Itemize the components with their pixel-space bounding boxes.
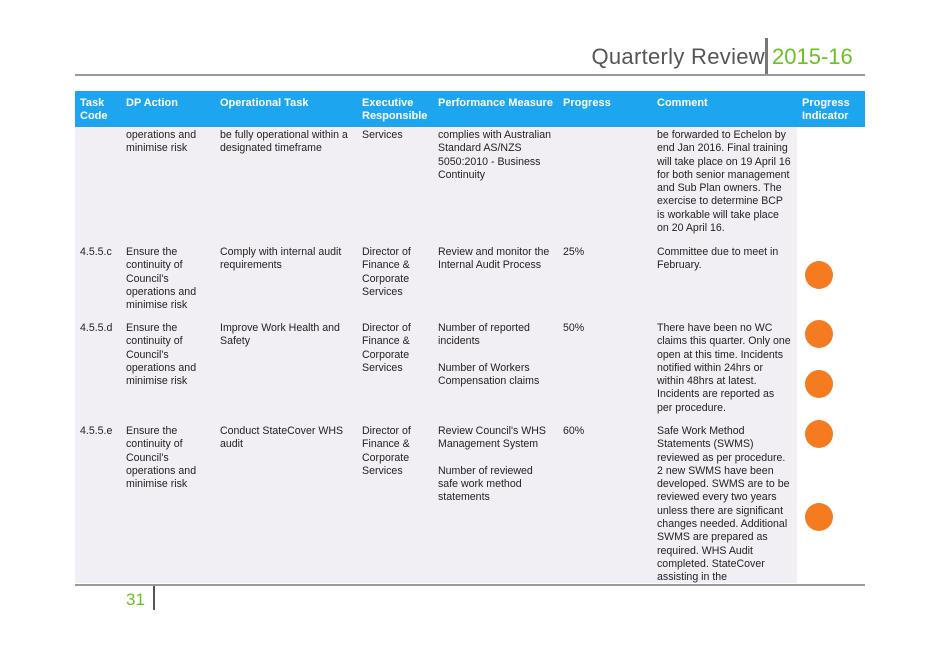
cell-progress: 60% — [558, 423, 652, 583]
table-row — [75, 127, 865, 244]
performance-measure-text: complies with Australian Standard AS/NZS 5050:2010 - Business Continuity — [438, 129, 552, 181]
cell-dp-action: Ensure the continuity of Council's operations and minimise risk — [121, 244, 215, 320]
cell-comment: Committee due to meet in February. — [652, 244, 797, 320]
cell-operational-task: be fully operational within a designated timeframe — [215, 127, 357, 244]
progress-indicator-circle-icon — [805, 320, 833, 348]
col-header-comment: Comment — [652, 91, 797, 127]
cell-progress-indicator — [797, 127, 865, 244]
col-header-operational-task: Operational Task — [215, 91, 357, 127]
task-table — [75, 91, 865, 583]
col-header-progress-indicator: Progress Indicator — [797, 91, 865, 127]
cell-performance-measure — [433, 127, 558, 244]
cell-progress: 25% — [558, 244, 652, 320]
cell-performance-measure — [433, 423, 558, 583]
cell-performance-measure — [433, 244, 558, 320]
table-header-row — [75, 91, 865, 127]
performance-measure-text: Number of reported incidents — [438, 322, 530, 348]
col-header-performance-measure: Performance Measure — [433, 91, 558, 127]
cell-dp-action: Ensure the continuity of Council's operations and minimise risk — [121, 423, 215, 583]
progress-indicator-circle-icon — [805, 261, 833, 289]
performance-measure-text-secondary: Number of reviewed safe work method statements — [438, 464, 533, 504]
cell-operational-task: Improve Work Health and Safety — [215, 320, 357, 423]
cell-dp-action: operations and minimise risk — [121, 127, 215, 244]
cell-executive-responsible: Director of Finance & Corporate Services — [357, 244, 433, 320]
cell-performance-measure — [433, 320, 558, 423]
header-title: Quarterly Review — [591, 44, 765, 69]
page-number-divider — [153, 586, 155, 610]
progress-indicator-circle-icon — [805, 503, 833, 531]
page-number: 31 — [126, 590, 145, 609]
cell-dp-action: Ensure the continuity of Council's operations and minimise risk — [121, 320, 215, 423]
cell-executive-responsible: Services — [357, 127, 433, 244]
cell-progress-indicator — [797, 244, 865, 320]
cell-executive-responsible: Director of Finance & Corporate Services — [357, 320, 433, 423]
progress-indicator-circle-icon — [805, 420, 833, 448]
cell-task-code: 4.5.5.c — [75, 244, 121, 320]
cell-progress-indicator — [797, 423, 865, 583]
table-row — [75, 244, 865, 320]
cell-executive-responsible: Director of Finance & Corporate Services — [357, 423, 433, 583]
header-rule — [75, 74, 865, 76]
table-row — [75, 320, 865, 423]
header-divider — [765, 38, 768, 74]
performance-measure-text-secondary: Number of Workers Compensation claims — [438, 361, 540, 387]
cell-operational-task: Conduct StateCover WHS audit — [215, 423, 357, 583]
col-header-executive-responsible: Executive Responsible — [357, 91, 433, 127]
cell-progress: 50% — [558, 320, 652, 423]
cell-progress-indicator — [797, 320, 865, 423]
cell-comment: There have been no WC claims this quarter. Only one open at this time. Incidents notified within 24hrs or within 48hrs at latest. Incidents are reported as per procedure. — [652, 320, 797, 423]
header-year: 2015-16 — [772, 44, 853, 69]
task-table-container — [75, 91, 865, 583]
cell-comment: Safe Work Method Statements (SWMS) reviewed as per procedure. 2 new SWMS have been developed. SWMS are to be reviewed every two years unless there are significant changes needed. Additional SWMS are prepared as required. WHS Audit completed. StateCover assisting in the — [652, 423, 797, 583]
progress-indicator-circle-icon — [805, 370, 833, 398]
cell-task-code: 4.5.5.d — [75, 320, 121, 423]
footer-rule — [75, 584, 865, 586]
cell-operational-task: Comply with internal audit requirements — [215, 244, 357, 320]
cell-task-code: 4.5.5.e — [75, 423, 121, 583]
col-header-dp-action: DP Action — [121, 91, 215, 127]
cell-comment: be forwarded to Echelon by end Jan 2016. Final training will take place on 19 April 16 for both senior management and Sub Plan owners. The exercise to determine BCP is workable will take place on 20 April 16. — [652, 127, 797, 244]
cell-task-code — [75, 127, 121, 244]
performance-measure-text: Review Council's WHS Management System — [438, 425, 546, 451]
performance-measure-text: Review and monitor the Internal Audit Process — [438, 246, 550, 272]
col-header-task-code: Task Code — [75, 91, 121, 127]
col-header-progress: Progress — [558, 91, 652, 127]
cell-progress — [558, 127, 652, 244]
table-row — [75, 423, 865, 583]
